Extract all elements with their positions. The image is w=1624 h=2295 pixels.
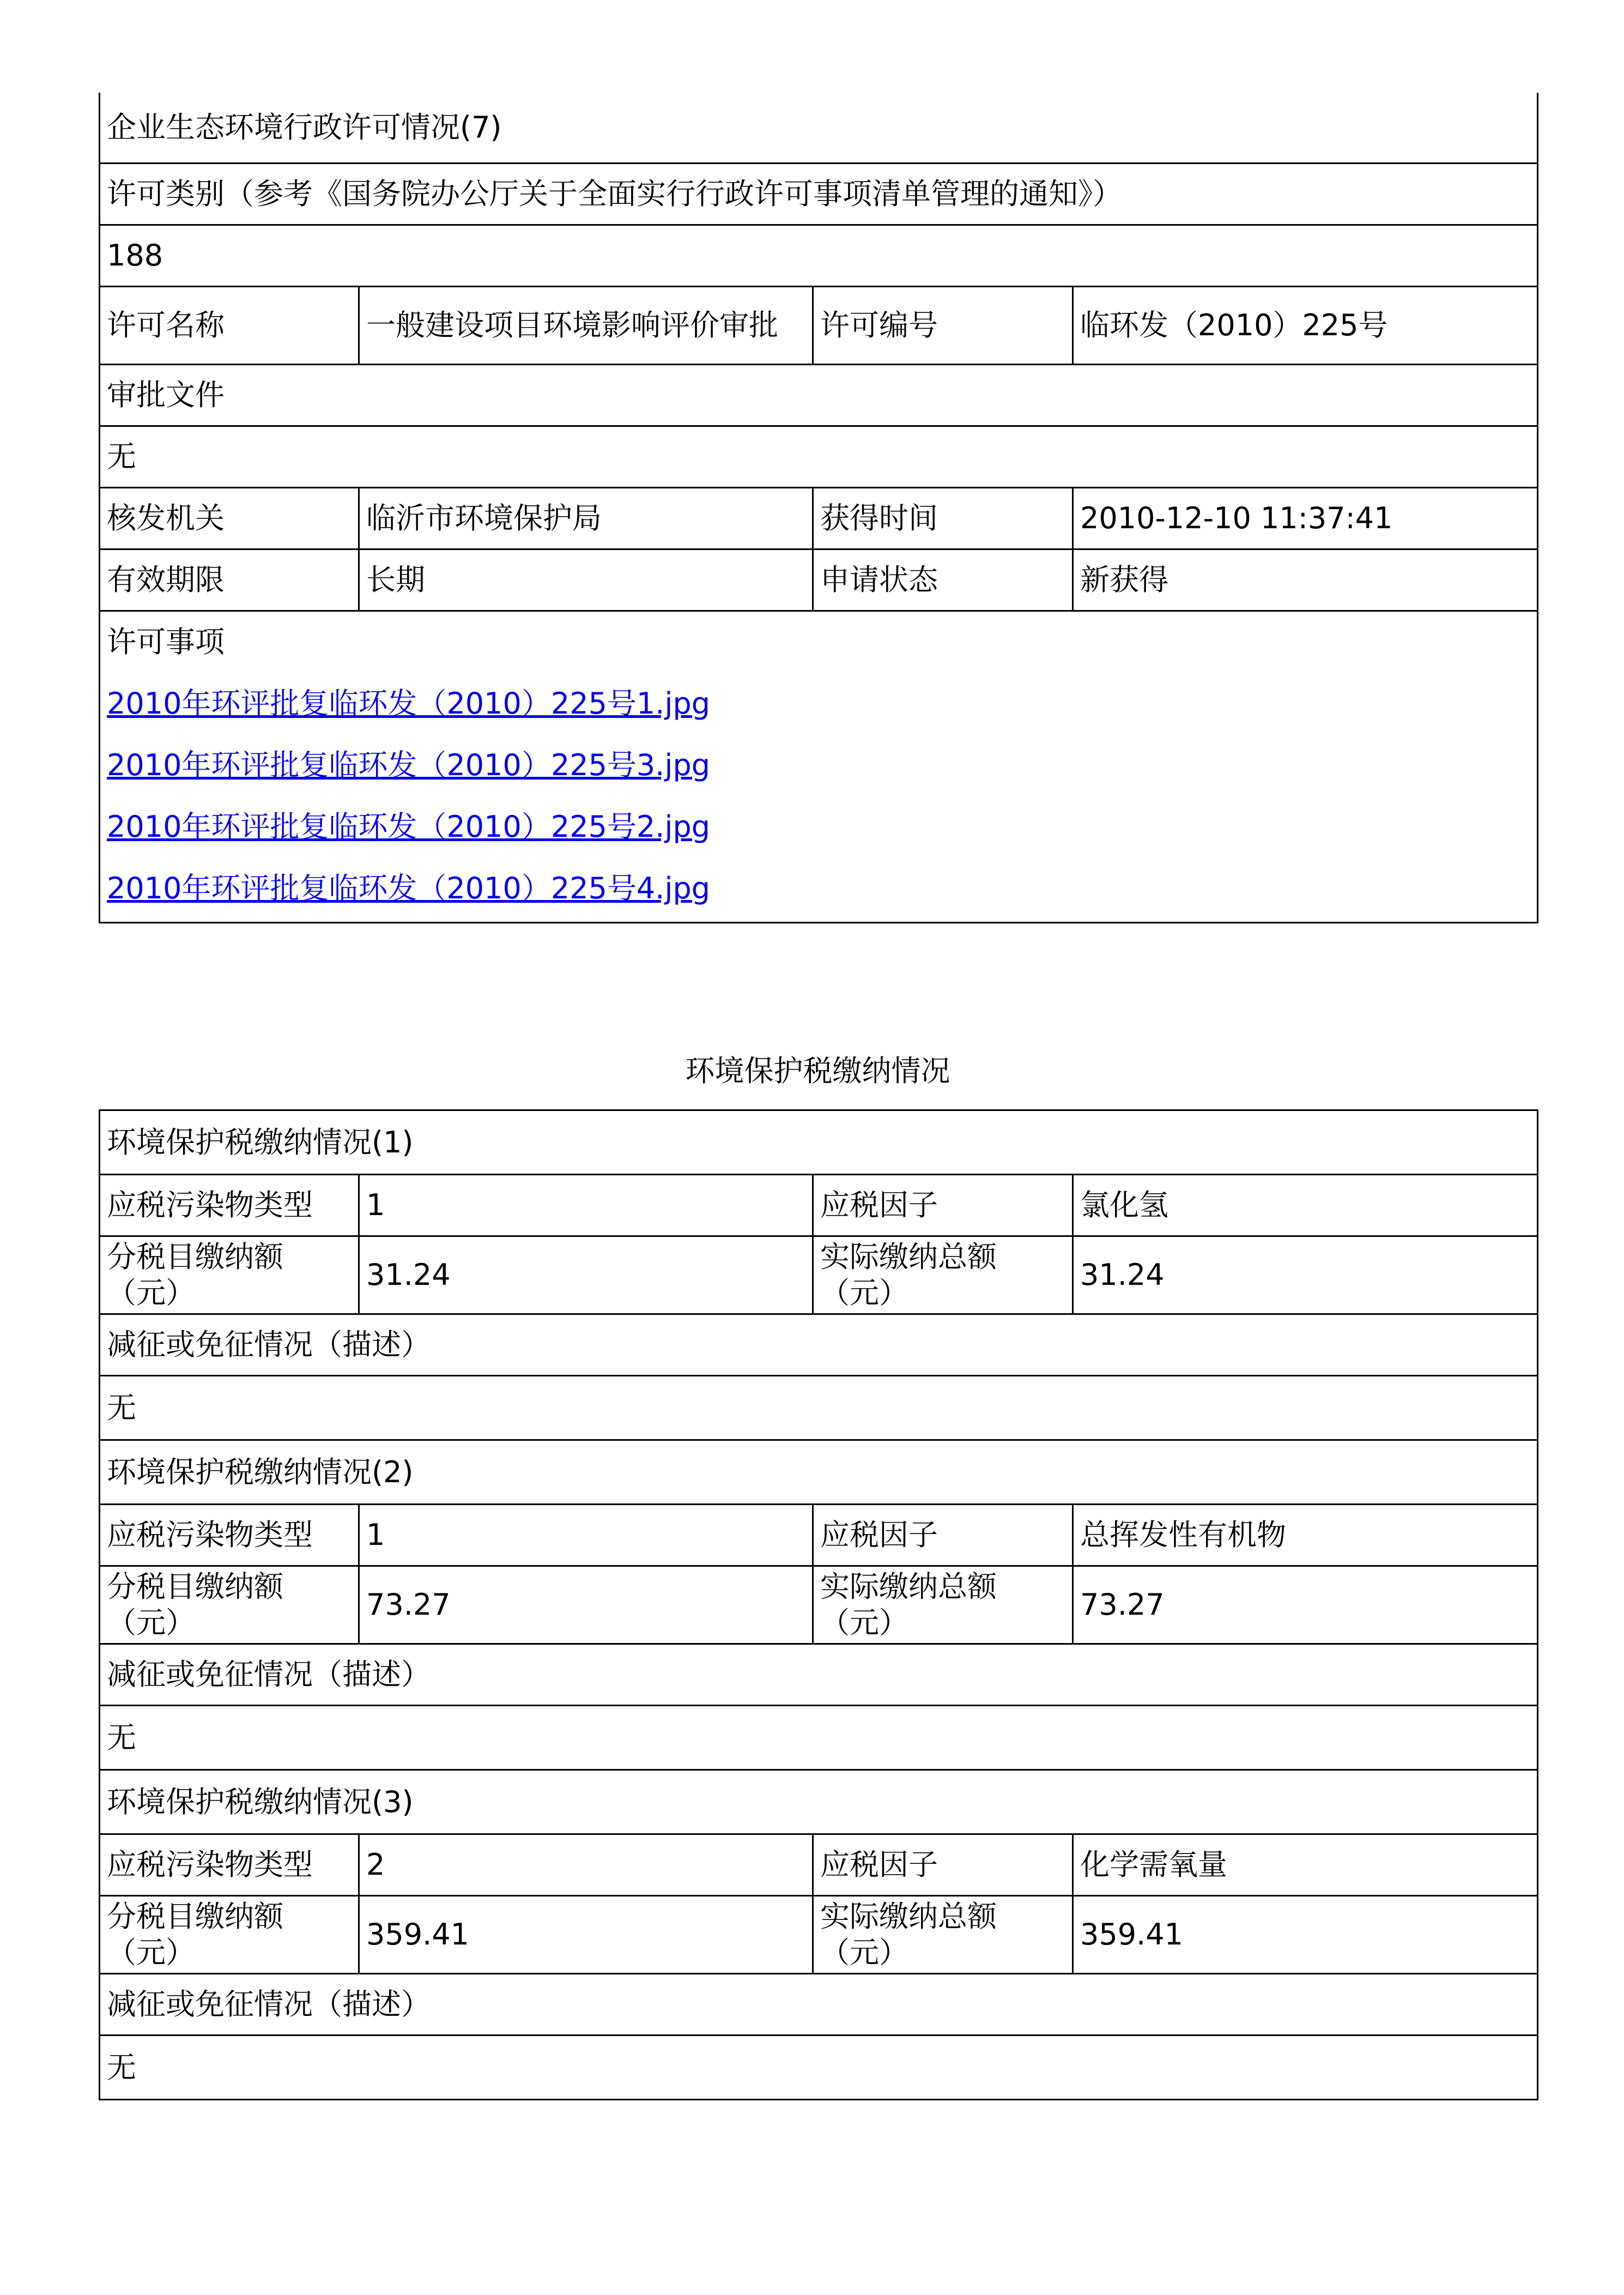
pollutant-type-value: 1 bbox=[359, 1505, 813, 1566]
tax-factor-value: 化学需氧量 bbox=[1073, 1834, 1538, 1896]
reduction-value: 无 bbox=[100, 1376, 1538, 1440]
tax-record-header: 环境保护税缴纳情况(1) bbox=[100, 1110, 1538, 1175]
attachment-link-4[interactable]: 2010年环评批复临环发（2010）225号4.jpg bbox=[107, 871, 710, 905]
total-amount-label: 实际缴纳总额（元） bbox=[813, 1566, 1073, 1644]
pollutant-type-value: 1 bbox=[359, 1175, 813, 1236]
permit-number-label: 许可编号 bbox=[813, 286, 1073, 364]
item-amount-label: 分税目缴纳额（元） bbox=[100, 1896, 359, 1974]
attachment-link-3[interactable]: 2010年环评批复临环发（2010）225号3.jpg bbox=[107, 748, 710, 782]
permit-number-value: 临环发（2010）225号 bbox=[1073, 286, 1538, 364]
permit-category-value: 188 bbox=[100, 225, 1538, 286]
total-amount-value: 359.41 bbox=[1073, 1896, 1538, 1974]
item-amount-value: 359.41 bbox=[359, 1896, 813, 1974]
authority-label: 核发机关 bbox=[100, 487, 359, 549]
tax-record-header: 环境保护税缴纳情况(2) bbox=[100, 1440, 1538, 1505]
status-label: 申请状态 bbox=[813, 549, 1073, 611]
obtained-time-label: 获得时间 bbox=[813, 487, 1073, 549]
permit-category-label: 许可类别（参考《国务院办公厅关于全面实行行政许可事项清单管理的通知》） bbox=[100, 163, 1538, 225]
item-amount-value: 31.24 bbox=[359, 1236, 813, 1314]
authority-value: 临沂市环境保护局 bbox=[359, 487, 813, 549]
tax-section-title: 环境保护税缴纳情况 bbox=[685, 1054, 950, 1088]
item-amount-value: 73.27 bbox=[359, 1566, 813, 1644]
approval-docs-value: 无 bbox=[100, 426, 1538, 487]
total-amount-label: 实际缴纳总额（元） bbox=[813, 1896, 1073, 1974]
total-amount-value: 73.27 bbox=[1073, 1566, 1538, 1644]
tax-factor-label: 应税因子 bbox=[813, 1834, 1073, 1896]
total-amount-label: 实际缴纳总额（元） bbox=[813, 1236, 1073, 1314]
permit-items-cell bbox=[100, 611, 1538, 922]
pollutant-type-value: 2 bbox=[359, 1834, 813, 1896]
total-amount-value: 31.24 bbox=[1073, 1236, 1538, 1314]
permit-table bbox=[99, 93, 1538, 923]
validity-label: 有效期限 bbox=[100, 549, 359, 611]
attachment-link-1[interactable]: 2010年环评批复临环发（2010）225号1.jpg bbox=[107, 686, 710, 721]
tax-factor-label: 应税因子 bbox=[813, 1175, 1073, 1236]
pollutant-type-label: 应税污染物类型 bbox=[100, 1834, 359, 1896]
obtained-time-value: 2010-12-10 11:37:41 bbox=[1073, 487, 1538, 549]
tax-factor-value: 氯化氢 bbox=[1073, 1175, 1538, 1236]
pollutant-type-label: 应税污染物类型 bbox=[100, 1175, 359, 1236]
reduction-label: 减征或免征情况（描述） bbox=[100, 1644, 1538, 1706]
permit-items-label: 许可事项 bbox=[107, 625, 225, 659]
status-value: 新获得 bbox=[1073, 549, 1538, 611]
reduction-value: 无 bbox=[100, 1706, 1538, 1770]
permit-name-label: 许可名称 bbox=[100, 286, 359, 364]
reduction-label: 减征或免征情况（描述） bbox=[100, 1974, 1538, 2036]
item-amount-label: 分税目缴纳额（元） bbox=[100, 1236, 359, 1314]
attachment-link-2[interactable]: 2010年环评批复临环发（2010）225号2.jpg bbox=[107, 810, 710, 844]
permit-section-header: 企业生态环境行政许可情况(7) bbox=[100, 93, 1538, 163]
tax-record-header: 环境保护税缴纳情况(3) bbox=[100, 1770, 1538, 1834]
tax-factor-label: 应税因子 bbox=[813, 1505, 1073, 1566]
tax-table bbox=[99, 1109, 1538, 2100]
approval-docs-label: 审批文件 bbox=[100, 364, 1538, 426]
permit-name-value: 一般建设项目环境影响评价审批 bbox=[359, 286, 813, 364]
reduction-label: 减征或免征情况（描述） bbox=[100, 1314, 1538, 1376]
tax-factor-value: 总挥发性有机物 bbox=[1073, 1505, 1538, 1566]
pollutant-type-label: 应税污染物类型 bbox=[100, 1505, 359, 1566]
validity-value: 长期 bbox=[359, 549, 813, 611]
item-amount-label: 分税目缴纳额（元） bbox=[100, 1566, 359, 1644]
reduction-value: 无 bbox=[100, 2036, 1538, 2100]
